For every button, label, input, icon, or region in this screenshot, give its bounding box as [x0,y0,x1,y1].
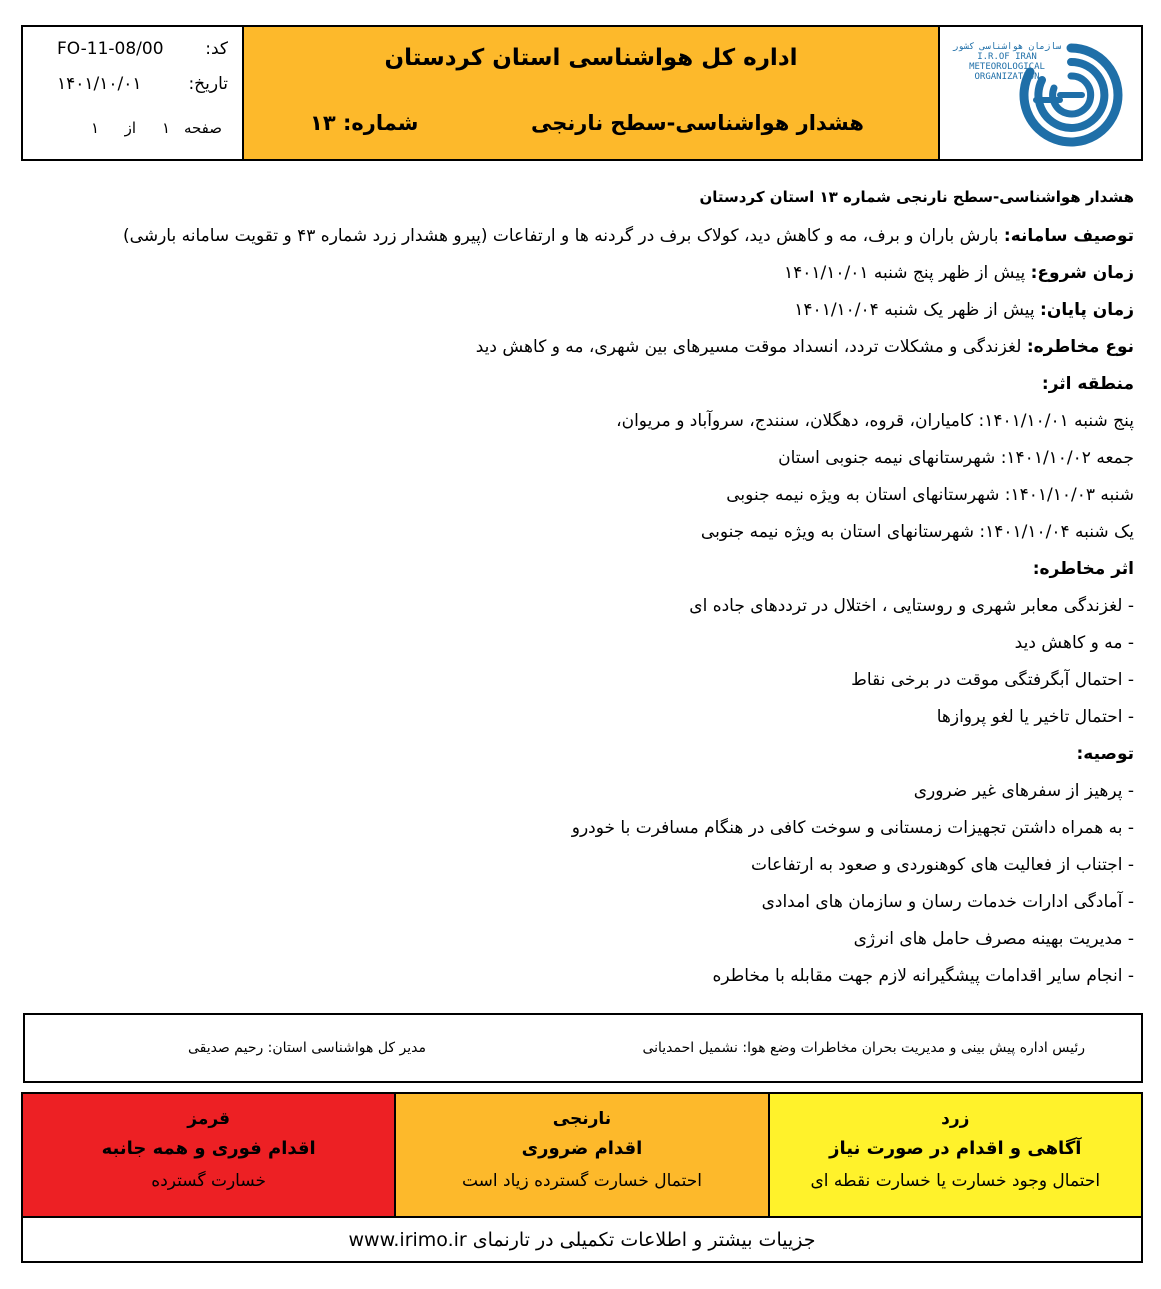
end-text: پیش از ظهر یک شنبه ۱۴۰۱/۱۰/۰۴ [794,300,1035,320]
date-row [23,74,242,100]
form-code-label: کد: [205,39,228,59]
levels-row [23,1094,1141,1218]
logo-english-line-1: I.R.OF IRAN [977,52,1037,62]
start-text: پیش از ظهر پنج شنبه ۱۴۰۱/۱۰/۰۱ [783,263,1026,283]
area-item: شنبه ۱۴۰۱/۱۰/۰۳: شهرستانهای استان به ویژه نیمه جنوبی [726,485,1134,505]
advice-item: - پرهیز از سفرهای غیر ضروری [913,781,1134,801]
level-description: احتمال وجود خسارت یا خسارت نقطه ای [810,1171,1101,1191]
advice-item: - انجام سایر اقدامات پیشگیرانه لازم جهت مقابله با مخاطره [712,966,1134,986]
system-text: بارش باران و برف، مه و کاهش دید، کولاک برف در گردنه ها و ارتفاعات (پیرو هشدار زرد شماره ۴۳ و تقویت سامانه بارشی) [123,226,999,246]
warning-levels-legend [21,1092,1143,1263]
hazard-text: لغزندگی و مشکلات تردد، انسداد موقت مسیرهای بین شهری، مه و کاهش دید [475,337,1022,357]
title-box [244,27,940,159]
level-name: زرد [941,1109,970,1129]
warning-heading: هشدار هواشناسی-سطح نارنجی شماره ۱۳ استان کردستان [699,188,1134,206]
code-row [23,39,242,65]
hazard-type [30,329,1134,366]
level-name: نارنجی [552,1109,612,1129]
irimo-logo-icon [1016,40,1126,150]
area-heading [30,366,1134,403]
advice-heading [30,736,1134,773]
form-meta-box [23,27,244,159]
advice-item: - مدیریت بهینه مصرف حامل های انرژی [853,929,1134,949]
effect-item: - احتمال تاخیر یا لغو پروازها [936,707,1134,727]
level-action: اقدام ضروری [521,1138,643,1159]
page-row [23,119,242,145]
page-of-label: از [124,119,136,137]
logo-persian-text: سازمان هواشناسی کشور [952,42,1062,52]
advice-item: - اجتناب از فعالیت های کوهنوردی و صعود به ارتفاعات [751,855,1134,875]
website-footer: جزییات بیشتر و اطلاعات تکمیلی در تارنمای www.irimo.ir [348,1229,816,1251]
page-number: ۱ [161,119,170,137]
hazard-label: نوع مخاطره: [1026,337,1134,357]
level-description: خسارت گسترده [151,1171,267,1191]
area-item: یک شنبه ۱۴۰۱/۱۰/۰۴: شهرستانهای استان به ویژه نیمه جنوبی [700,522,1134,542]
level-description: احتمال خسارت گسترده زیاد است [461,1171,702,1191]
director-signature: مدیر کل هواشناسی استان: رحیم صدیقی [187,1040,426,1056]
start-label: زمان شروع: [1030,263,1134,283]
effect-item: - احتمال آبگرفتگی موقت در برخی نقاط [851,670,1134,690]
logo-english-line-2: METEOROLOGICAL [969,62,1045,72]
warning-content [30,182,1134,995]
effects-heading [30,551,1134,588]
start-time [30,255,1134,292]
level-name: قرمز [187,1109,231,1129]
area-item: جمعه ۱۴۰۱/۱۰/۰۲: شهرستانهای نیمه جنوبی استان [778,448,1134,468]
effect-item: - مه و کاهش دید [1014,633,1134,653]
logo-box [940,27,1141,159]
form-code-value: FO-11-08/00 [57,39,164,59]
system-description [30,218,1134,255]
system-label: توصیف سامانه: [1003,226,1134,246]
warning-level-title: هشدار هواشناسی-سطح نارنجی [531,111,864,135]
warning-number: شماره: ۱۳ [310,111,419,135]
page-label: صفحه [183,119,222,137]
end-time [30,292,1134,329]
level-red [23,1094,394,1216]
advice-item: - آمادگی ادارات خدمات رسان و سازمان های امدادی [761,892,1134,912]
office-title: اداره کل هواشناسی استان کردستان [384,45,798,71]
advice-item: - به همراه داشتن تجهیزات زمستانی و سوخت کافی در هنگام مسافرت با خودرو [571,818,1134,838]
level-action: آگاهی و اقدام در صورت نیاز [829,1138,1082,1159]
area-item: پنج شنبه ۱۴۰۱/۱۰/۰۱: کامیاران، قروه، دهگلان، سنندج، سروآباد و مریوان، [616,411,1134,431]
forecast-head-signature: رئیس اداره پیش بینی و مدیریت بحران مخاطرات وضع هوا: نشمیل احمدیانی [642,1040,1085,1056]
level-orange [394,1094,767,1216]
level-action: اقدام فوری و همه جانبه [101,1138,316,1159]
page-total: ۱ [90,119,99,137]
signature-box [23,1013,1143,1083]
advice-label: توصیه: [1076,744,1134,764]
document-header [21,25,1143,161]
form-date-label: تاریخ: [188,74,228,94]
level-yellow [768,1094,1141,1216]
form-date-value: ۱۴۰۱/۱۰/۰۱ [57,74,142,94]
area-label: منطقه اثر: [1041,374,1134,394]
end-label: زمان پایان: [1040,300,1134,320]
effect-item: - لغزندگی معابر شهری و روستایی ، اختلال در ترددهای جاده ای [689,596,1134,616]
effects-label: اثر مخاطره: [1032,559,1134,579]
logo-english-line-3: ORGANIZATION [974,72,1040,82]
